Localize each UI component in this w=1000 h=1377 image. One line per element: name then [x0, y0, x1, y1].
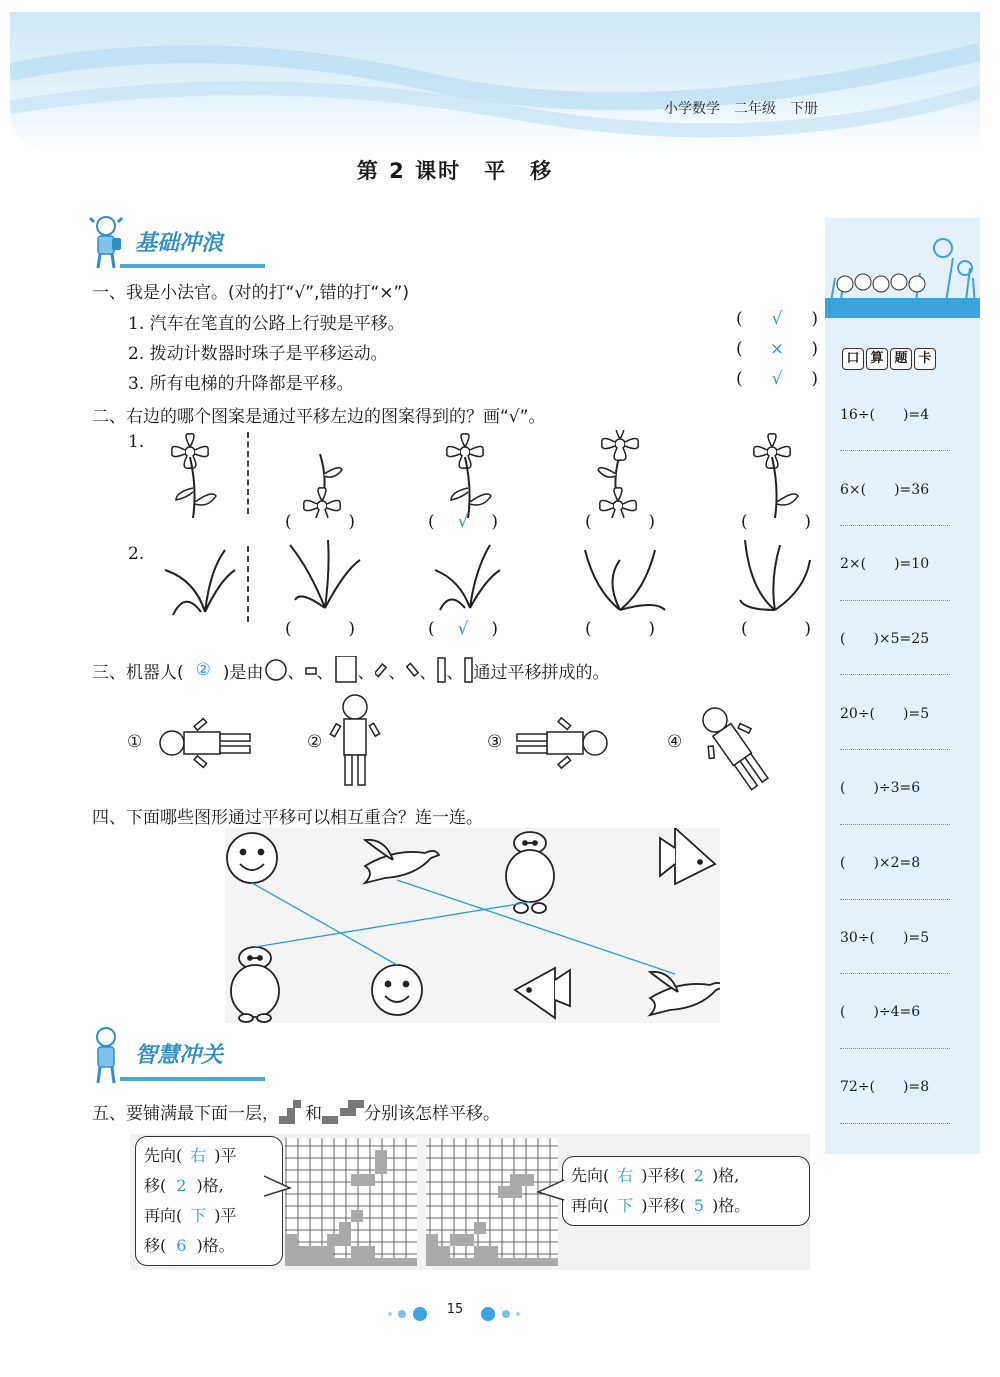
drill-item[interactable]: 20÷( )=5 [840, 706, 930, 722]
q2-row1-answer-3[interactable]: ( ) [585, 512, 655, 532]
divider [840, 525, 950, 526]
divider [840, 899, 950, 900]
robot-label-4: ④ [667, 732, 683, 752]
divider [840, 1123, 950, 1124]
robot-label-1: ① [127, 732, 143, 752]
q2-row2-answer-4[interactable]: ( ) [741, 619, 811, 639]
q2-row2-answer-1[interactable]: ( ) [285, 619, 355, 639]
section-title-wisdom: 智慧冲关 [135, 1043, 224, 1068]
page-number: 15 [446, 1302, 464, 1317]
circle-shape-icon [264, 658, 288, 682]
q2-row2-answer-2[interactable]: ( √ ) [428, 619, 498, 639]
drill-item[interactable]: ( )×5=25 [840, 631, 930, 647]
small-rect-icon [305, 658, 317, 682]
right-bubble: 先向( 右 )平移( 2 )格, 再向( 下 )平移( 5 )格。 [562, 1156, 810, 1226]
q2-row1-label: 1. [128, 432, 145, 452]
section-title-basic: 基础冲浪 [135, 231, 224, 256]
divider [840, 749, 950, 750]
lesson-title: 第 2 课时 平 移 [356, 159, 554, 183]
bubble-tail [536, 1176, 566, 1206]
tilted-rect-icon [375, 658, 389, 682]
grass-patterns [155, 540, 815, 620]
divider [840, 973, 950, 974]
tilted-rect-icon [406, 658, 420, 682]
q5-title: 五、要铺满最下面一层， 和 分别该怎样平移。 [92, 1098, 500, 1124]
q3-title: 三、机器人( ② )是由 、 、 、 、 、 、 通过平移拼成的。 [92, 656, 610, 684]
q2-row2-label: 2. [128, 544, 145, 564]
q2-row1-answer-4[interactable]: ( ) [741, 512, 811, 532]
matching-figures [225, 828, 720, 1023]
boy-mascot-icon [88, 1025, 128, 1085]
q3-answer[interactable]: ② [195, 660, 211, 680]
tall-rect-icon [334, 656, 358, 684]
drill-item[interactable]: 72÷( )=8 [840, 1079, 930, 1095]
divider [840, 824, 950, 825]
q1-item-2: 2. 拨动计数器时珠子是平移运动。 [128, 344, 388, 364]
drill-item[interactable]: 6×( )=36 [840, 482, 930, 498]
sidebar-grass-decoration [825, 218, 980, 318]
drill-item[interactable]: 16÷( )=4 [840, 407, 930, 423]
q1-item-3: 3. 所有电梯的升降都是平移。 [128, 374, 354, 394]
q1-item-1: 1. 汽车在笔直的公路上行驶是平移。 [128, 314, 405, 334]
section-underline [120, 264, 265, 268]
leg-rect-icon [437, 656, 447, 684]
divider [840, 1048, 950, 1049]
robot-label-3: ③ [487, 732, 503, 752]
q1-answer-3[interactable]: ( √ ) [736, 369, 818, 389]
q1-title: 一、我是小法官。(对的打“√”,错的打“×”) [92, 283, 409, 303]
robot-label-2: ② [307, 732, 323, 752]
subject-label: 小学数学 二年级 下册 [664, 101, 818, 117]
q1-answer-2[interactable]: ( × ) [736, 339, 818, 359]
q4-title: 四、下面哪些图形通过平移可以相互重合？连一连。 [92, 808, 483, 828]
drill-item[interactable]: 2×( )=10 [840, 556, 930, 572]
q2-row1-answer-1[interactable]: ( ) [285, 512, 355, 532]
drill-item[interactable]: ( )÷3=6 [840, 780, 921, 796]
divider [840, 600, 950, 601]
divider [840, 450, 950, 451]
flower-patterns [160, 430, 820, 518]
left-bubble: 先向( 右 )平 移( 2 )格, 再向( 下 )平 移( 6 )格。 [135, 1136, 283, 1266]
divider [840, 674, 950, 675]
wave-decoration [10, 12, 980, 152]
q2-row2-answer-3[interactable]: ( ) [585, 619, 655, 639]
sidebar-title: 口 算 题 卡 [842, 348, 936, 370]
girl-mascot-icon [88, 212, 128, 272]
drill-item[interactable]: 30÷( )=5 [840, 930, 930, 946]
robot-figures [140, 690, 790, 800]
q2-row1-answer-2[interactable]: ( √ ) [428, 512, 498, 532]
drill-item[interactable]: ( )÷4=6 [840, 1004, 921, 1020]
shape-b-icon [322, 1098, 364, 1124]
header-band [10, 12, 980, 152]
q2-title: 二、右边的哪个图案是通过平移左边的图案得到的？画“√”。 [92, 407, 546, 427]
bubble-tail [264, 1170, 294, 1200]
q1-answer-1[interactable]: ( √ ) [736, 309, 818, 329]
section-underline [120, 1077, 265, 1081]
drill-item[interactable]: ( )×2=8 [840, 855, 921, 871]
shape-a-icon [279, 1098, 305, 1124]
leg-rect-icon [464, 656, 474, 684]
